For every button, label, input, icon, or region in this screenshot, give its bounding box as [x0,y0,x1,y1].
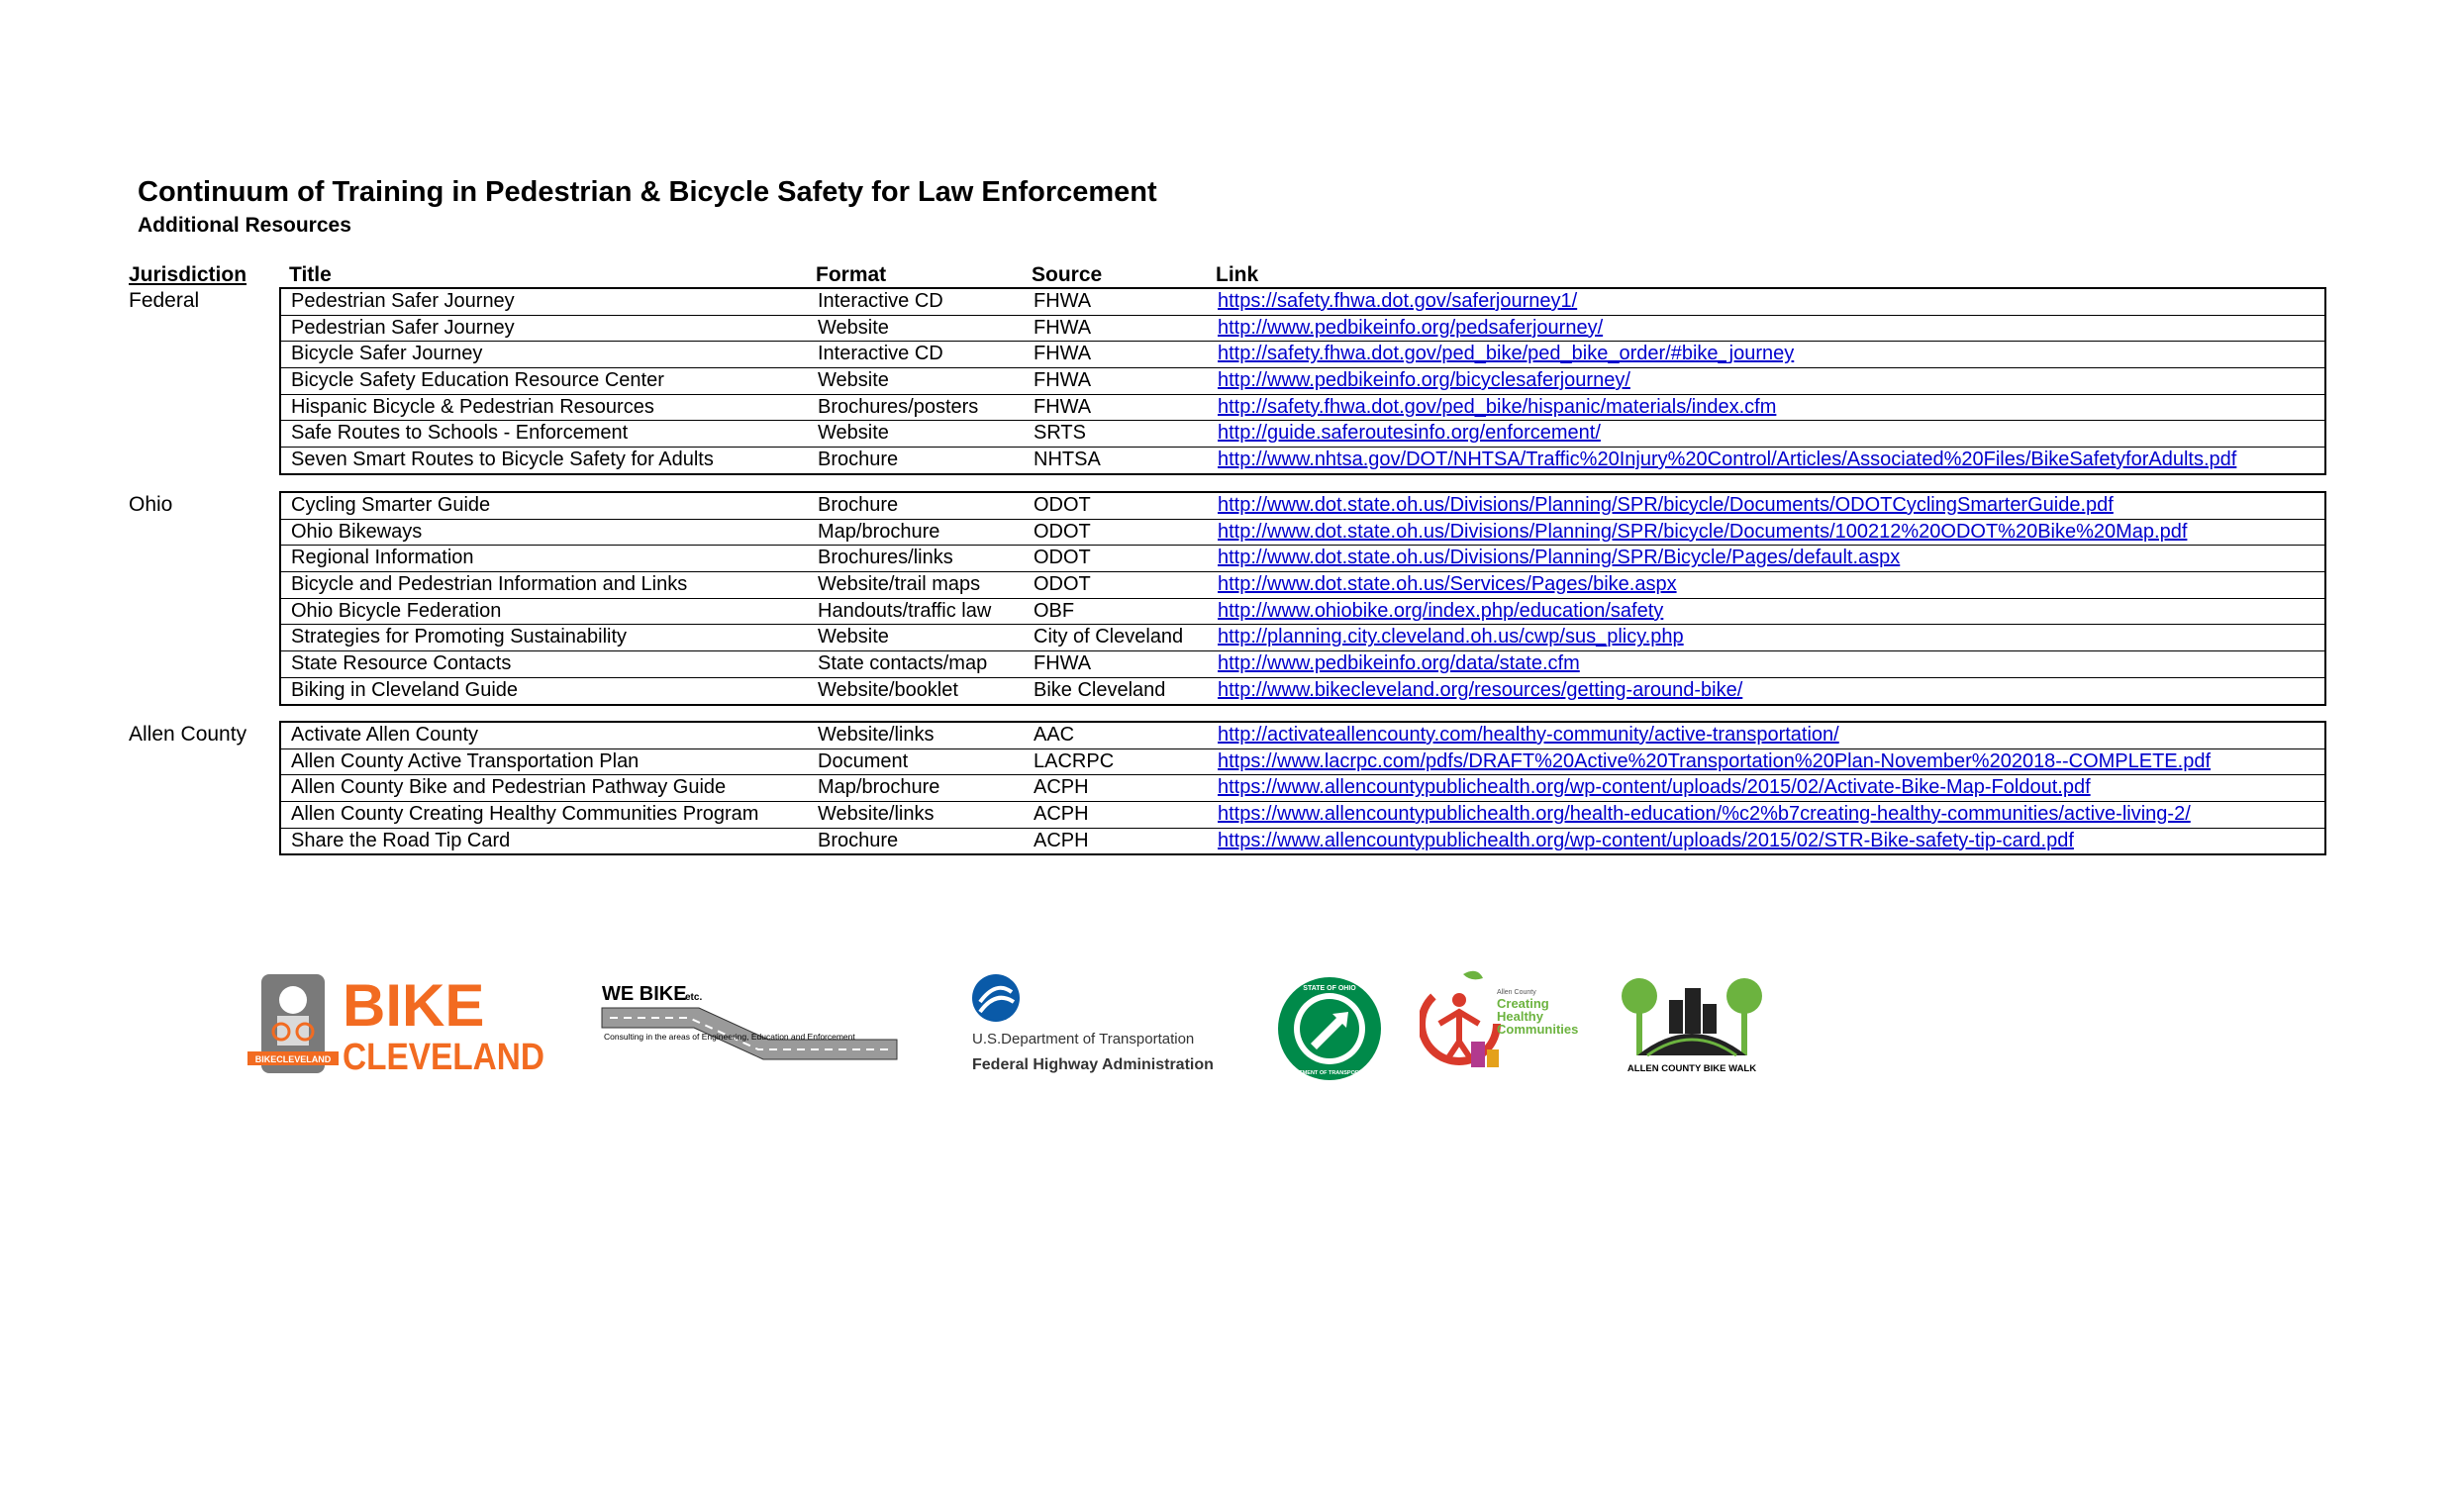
resource-title: Strategies for Promoting Sustainability [291,626,628,648]
table-row [281,341,2324,367]
resource-title: Bicycle and Pedestrian Information and Links [291,573,688,596]
resource-source: SRTS [1034,422,1086,445]
resource-source: ODOT [1034,494,1091,516]
resource-title: Bicycle Safety Education Resource Center [291,369,664,392]
resource-title: Pedestrian Safer Journey [291,316,515,339]
resource-title: Biking in Cleveland Guide [291,678,519,701]
resource-link[interactable]: https://www.lacrpc.com/pdfs/DRAFT%20Active%20Transportation%20Plan-November%202018--COMPLETE.pdf [1218,749,2212,772]
table-row [281,598,2324,625]
resource-source: NHTSA [1034,449,1101,471]
bike-cleveland-logo [247,970,554,1079]
odot-bottom-text: DEPARTMENT OF TRANSPORTATION [1280,1070,1379,1076]
usdot-fhwa-logo [970,972,1247,1081]
resource-source: AAC [1034,724,1075,746]
resource-title: Hispanic Bicycle & Pedestrian Resources [291,395,654,418]
resource-format: Brochures/links [818,547,953,569]
chc-line4: Communities [1497,1022,1579,1037]
resource-source: ACPH [1034,829,1089,851]
usdot-line1: U.S.Department of Transportation [972,1031,1195,1047]
usdot-line2: Federal Highway Administration [972,1056,1214,1073]
table-row [281,828,2324,854]
resource-source: OBF [1034,599,1075,622]
resource-link[interactable]: http://activateallencounty.com/healthy-community/active-transportation/ [1218,724,1839,746]
resource-title: Activate Allen County [291,724,478,746]
table-row [281,447,2324,473]
header-jurisdiction: Jurisdiction [129,263,247,286]
resource-title: Bicycle Safer Journey [291,343,483,365]
resource-link[interactable]: http://www.dot.state.oh.us/Divisions/Planning/SPR/bicycle/Documents/ODOTCyclingSmarterGuide.pdf [1218,494,2114,516]
table-row [281,493,2324,519]
resource-format: Website [818,369,889,392]
resource-source: FHWA [1034,652,1092,675]
table-row [281,571,2324,598]
bike-cleveland-word1: BIKE [343,972,485,1039]
table-row [281,420,2324,447]
resource-title: Ohio Bikeways [291,520,423,543]
resource-format: Handouts/traffic law [818,599,992,622]
jurisdiction-label: Allen County [129,723,247,746]
resource-source: ODOT [1034,547,1091,569]
we-bike-tagline: Consulting in the areas of Engineering, Education and Enforcement [604,1032,855,1042]
resource-title: Allen County Active Transportation Plan [291,749,640,772]
resource-format: Website [818,422,889,445]
resource-source: ACPH [1034,803,1089,826]
resource-link[interactable]: http://safety.fhwa.dot.gov/ped_bike/hispanic/materials/index.cfm [1218,395,1777,418]
resource-source: FHWA [1034,316,1092,339]
table-row [281,519,2324,546]
resource-source: Bike Cleveland [1034,678,1166,701]
resource-title: State Resource Contacts [291,652,512,675]
chc-line2: Creating [1497,996,1549,1011]
jurisdiction-group [279,491,2326,706]
resource-link[interactable]: http://www.bikecleveland.org/resources/getting-around-bike/ [1218,678,1743,701]
resource-link[interactable]: https://safety.fhwa.dot.gov/saferjourney1/ [1218,290,1578,312]
jurisdiction-label: Ohio [129,493,173,516]
resource-format: Map/brochure [818,520,940,543]
resource-title: Regional Information [291,547,474,569]
odot-seal-logo [1275,974,1384,1083]
table-row [281,289,2324,315]
table-row [281,367,2324,394]
chc-line3: Healthy [1497,1009,1543,1024]
we-bike-logo [600,980,907,1079]
document-subtitle: Additional Resources [138,214,351,237]
resource-link[interactable]: http://guide.saferoutesinfo.org/enforcement/ [1218,422,1601,445]
table-row [281,394,2324,421]
allen-county-bike-walk-logo [1618,972,1766,1081]
resource-format: Website/booklet [818,678,958,701]
resource-title: Cycling Smarter Guide [291,494,491,516]
table-row [281,677,2324,704]
resource-format: Website/links [818,803,935,826]
resource-link[interactable]: http://www.nhtsa.gov/DOT/NHTSA/Traffic%20Injury%20Control/Articles/Associated%20Files/BikeSafetyforAdults.pdf [1218,449,2237,471]
resource-link[interactable]: http://planning.city.cleveland.oh.us/cwp/sus_plicy.php [1218,626,1684,648]
logo-strip [0,950,2464,1109]
resource-source: FHWA [1034,290,1092,312]
bike-cleveland-badge: BIKECLEVELAND [254,1054,332,1064]
table-row [281,774,2324,801]
resource-source: FHWA [1034,369,1092,392]
resource-link[interactable]: http://www.ohiobike.org/index.php/education/safety [1218,599,1664,622]
bike-walk-label: ALLEN COUNTY BIKE WALK [1626,1063,1757,1074]
chc-line1: Allen County [1497,989,1536,996]
resource-link[interactable]: https://www.allencountypublichealth.org/health-education/%c2%b7creating-healthy-communities/active-living-2/ [1218,803,2191,826]
resource-title: Pedestrian Safer Journey [291,290,515,312]
odot-top-text: STATE OF OHIO [1303,985,1356,992]
table-row [281,723,2324,748]
jurisdiction-group [279,721,2326,855]
resource-format: Map/brochure [818,776,940,799]
table-row [281,650,2324,677]
resource-title: Allen County Creating Healthy Communities Program [291,803,759,826]
resource-format: State contacts/map [818,652,988,675]
resource-format: Brochure [818,829,899,851]
we-bike-name: WE BIKE [602,983,687,1005]
table-row [281,315,2324,342]
document-title: Continuum of Training in Pedestrian & Bicycle Safety for Law Enforcement [138,176,1157,208]
resource-title: Safe Routes to Schools - Enforcement [291,422,629,445]
table-row [281,748,2324,775]
table-row [281,801,2324,828]
resource-title: Share the Road Tip Card [291,829,511,851]
resource-format: Website [818,626,889,648]
resource-link[interactable]: http://www.pedbikeinfo.org/data/state.cfm [1218,652,1580,675]
resource-title: Seven Smart Routes to Bicycle Safety for Adults [291,449,714,471]
resource-format: Interactive CD [818,343,943,365]
resource-link[interactable]: http://www.dot.state.oh.us/Divisions/Planning/SPR/bicycle/Documents/100212%20ODOT%20Bike%20Map.pdf [1218,520,2188,543]
resource-format: Document [818,749,909,772]
resource-link[interactable]: http://safety.fhwa.dot.gov/ped_bike/ped_bike_order/#bike_journey [1218,343,1795,365]
resource-format: Brochures/posters [818,395,979,418]
resource-link[interactable]: http://www.pedbikeinfo.org/pedsaferjourney/ [1218,316,1604,339]
jurisdiction-label: Federal [129,289,200,312]
resource-source: FHWA [1034,343,1092,365]
resource-format: Brochure [818,449,899,471]
resource-source: City of Cleveland [1034,626,1184,648]
resource-link[interactable]: https://www.allencountypublichealth.org/wp-content/uploads/2015/02/Activate-Bike-Map-Foldout.pdf [1218,776,2091,799]
table-row [281,624,2324,650]
resource-format: Website/links [818,724,935,746]
resource-format: Brochure [818,494,899,516]
header-source: Source [1032,263,1103,286]
resource-title: Allen County Bike and Pedestrian Pathway Guide [291,776,727,799]
header-title: Title [289,263,332,286]
resource-link[interactable]: http://www.dot.state.oh.us/Divisions/Planning/SPR/Bicycle/Pages/default.aspx [1218,547,1901,569]
resource-link[interactable]: http://www.dot.state.oh.us/Services/Pages/bike.aspx [1218,573,1677,596]
we-bike-suffix: etc. [685,992,703,1003]
resource-link[interactable]: https://www.allencountypublichealth.org/wp-content/uploads/2015/02/STR-Bike-safety-tip-card.pdf [1218,829,2074,851]
resource-link[interactable]: http://www.pedbikeinfo.org/bicyclesaferjourney/ [1218,369,1630,392]
jurisdiction-group [279,287,2326,475]
resource-source: ACPH [1034,776,1089,799]
creating-healthy-communities-logo [1420,964,1608,1083]
header-format: Format [816,263,887,286]
resource-source: ODOT [1034,573,1091,596]
resource-source: ODOT [1034,520,1091,543]
header-link: Link [1216,263,1259,286]
resource-source: FHWA [1034,395,1092,418]
resource-title: Ohio Bicycle Federation [291,599,502,622]
resource-source: LACRPC [1034,749,1115,772]
resource-format: Website/trail maps [818,573,981,596]
table-row [281,545,2324,571]
resource-format: Website [818,316,889,339]
bike-cleveland-word2: CLEVELAND [343,1037,544,1078]
resource-format: Interactive CD [818,290,943,312]
